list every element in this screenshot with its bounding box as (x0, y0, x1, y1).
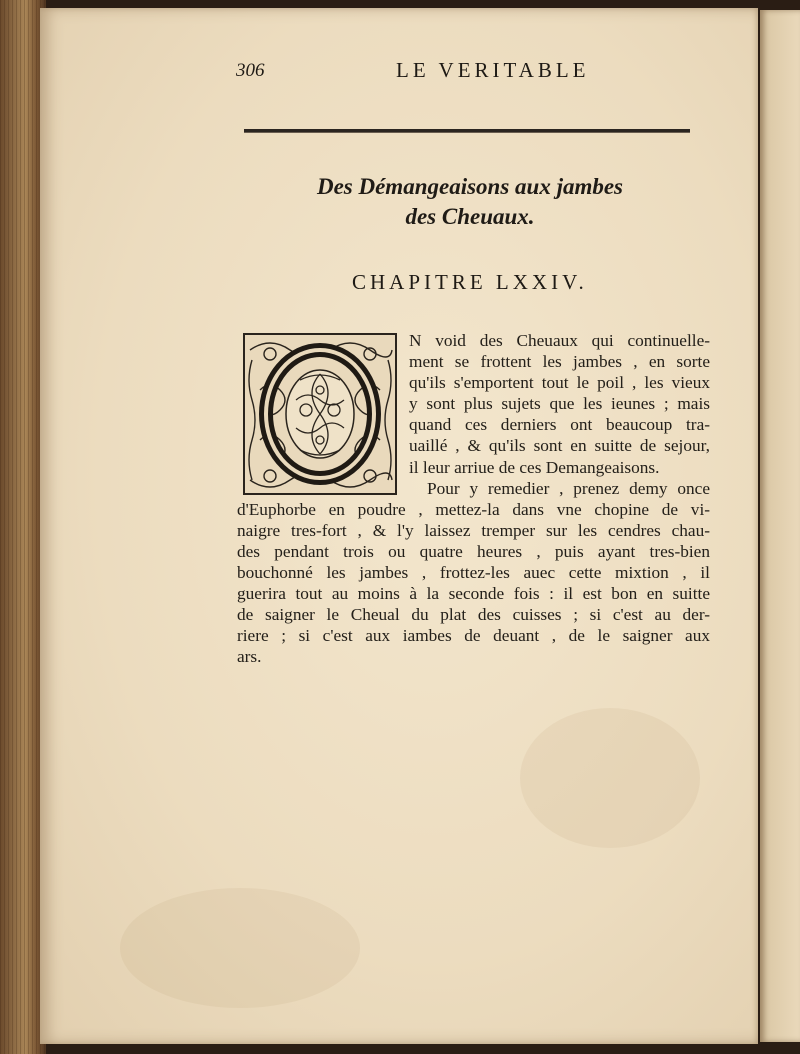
text-line: des pendant trois ou quatre heures , puis ayant tres-bien (237, 541, 710, 561)
text-line: y sont plus sujets que les ieunes ; mais (409, 394, 710, 414)
section-title-line-1: Des Démangeaisons aux jambes (316, 174, 624, 199)
text-line: guerira tout au moins à la seconde fois : il est bon en suitte (237, 584, 710, 604)
text-line: uaillé , & qu'ils sont en suitte de sejour, (409, 436, 710, 456)
text-line: il leur arriue de ces Demangeaisons. (409, 457, 660, 477)
text-line: N void des Cheuaux qui continuelle- (409, 331, 710, 350)
paper-stain (120, 888, 360, 1008)
body-text (237, 330, 710, 668)
chapter-heading: CHAPITRE LXXIV. (352, 270, 588, 294)
text-line: naigre tres-fort , & l'y laissez tremper sur les cendres chau- (237, 520, 710, 540)
text-line: d'Euphorbe en poudre , mettez-la dans vne chopine de vi- (237, 499, 710, 519)
running-head: LE VERITABLE (396, 58, 590, 82)
page-header (236, 58, 636, 88)
text-line: bouchonné les jambes , frottez-les auec cette mixtion , il (237, 563, 710, 583)
text-line: riere ; si c'est aux iambes de deuant , de le saigner aux (237, 626, 710, 646)
text-line: ment se frottent les jambes , en sorte (409, 352, 710, 372)
facing-page-edge (760, 10, 800, 1042)
header-rule (244, 129, 690, 133)
text-line: qu'ils s'emportent tout le poil , les vieux (409, 373, 710, 393)
text-line: de saigner le Cheual du plat des cuisses ; si c'est au der- (237, 605, 710, 625)
page-number: 306 (236, 60, 265, 81)
paragraph-start-line: Pour y remedier , prenez demy once (427, 478, 710, 498)
section-title (240, 172, 700, 232)
text-line: ars. (237, 647, 262, 667)
text-line: quand ces derniers ont beaucoup tra- (409, 415, 710, 435)
section-title-line-2: des Cheuaux. (405, 204, 535, 229)
paper-stain (520, 708, 700, 848)
